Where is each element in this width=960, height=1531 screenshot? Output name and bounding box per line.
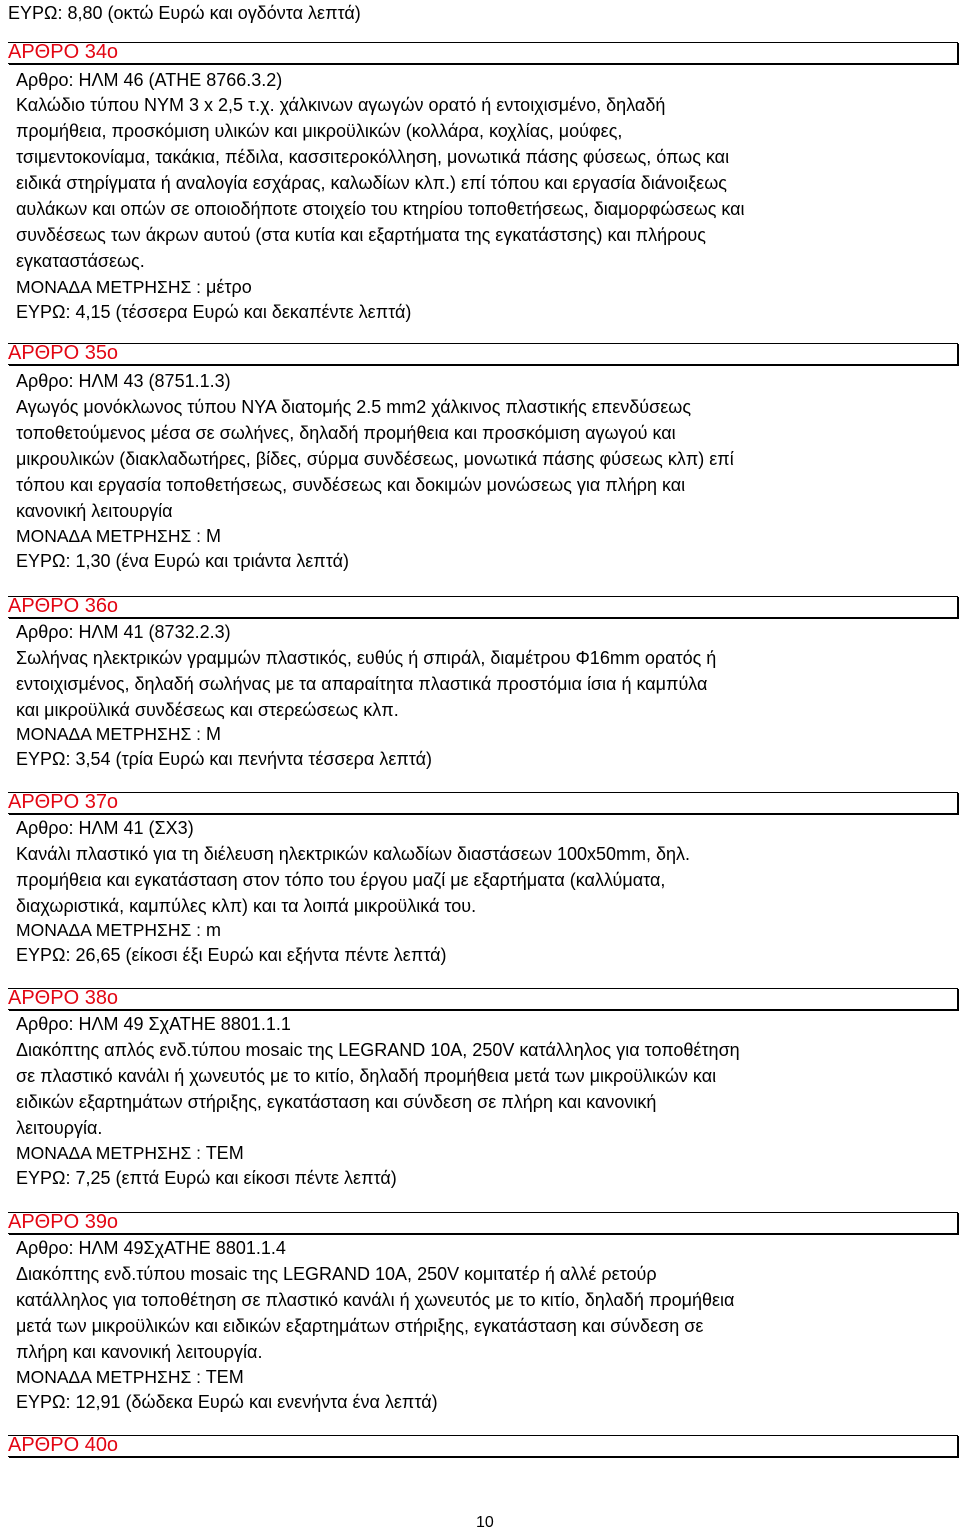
heading-box: [8, 343, 958, 365]
article-heading: ΑΡΘΡΟ 36ο: [8, 596, 958, 618]
measurement-unit: ΜΟΝΑΔΑ ΜΕΤΡΗΣΗΣ : Μ: [16, 724, 222, 744]
article-price: ΕΥΡΩ: 12,91 (δώδεκα Ευρώ και ενενήντα ένα λεπτά): [16, 1392, 438, 1412]
article-description-line: σε πλαστικό κανάλι ή χωνευτός με το κιτίο, δηλαδή προμήθεια μετά των μικροϋλικών και: [16, 1066, 717, 1086]
article-description-line: προμήθεια, προσκόμιση υλικών και μικροϋλικών (κολλάρα, κοχλίας, μούφες,: [16, 121, 623, 141]
article-description-line: πλήρη και κανονική λειτουργία.: [16, 1342, 263, 1362]
measurement-unit: ΜΟΝΑΔΑ ΜΕΤΡΗΣΗΣ : ΤΕΜ: [16, 1143, 244, 1163]
heading-box: [8, 792, 958, 814]
article-heading: ΑΡΘΡΟ 40ο: [8, 1435, 958, 1457]
article-description-line: ειδικά στηρίγματα ή αναλογία εσχάρας, καλωδίων κλπ.) επί τόπου και εργασία διάνοιξεως: [16, 173, 727, 193]
article-code: Αρθρο: ΗΛΜ 43 (8751.1.3): [16, 371, 231, 391]
article-heading: ΑΡΘΡΟ 34ο: [8, 42, 958, 64]
article-price: ΕΥΡΩ: 3,54 (τρία Ευρώ και πενήντα τέσσερα λεπτά): [16, 749, 433, 769]
article-description-line: κανονική λειτουργία: [16, 501, 173, 521]
article-description-line: διαχωριστικά, καμπύλες κλπ) και τα λοιπά μικροϋλικά του.: [16, 896, 477, 916]
heading-box: [8, 1435, 958, 1457]
measurement-unit: ΜΟΝΑΔΑ ΜΕΤΡΗΣΗΣ : m: [16, 920, 222, 940]
article-description-line: Κανάλι πλαστικό για τη διέλευση ηλεκτρικών καλωδίων διαστάσεων 100x50mm, δηλ.: [16, 844, 691, 864]
article-description-line: τόπου και εργασία τοποθετήσεως, συνδέσεως και δοκιμών μονώσεως για πλήρη και: [16, 475, 686, 495]
article-description-line: ειδικών εξαρτημάτων στήριξης, εγκατάσταση και σύνδεση σε πλήρη και κανονική: [16, 1092, 657, 1112]
article-heading: ΑΡΘΡΟ 38ο: [8, 988, 958, 1010]
article-description-line: μικρουλικών (διακλαδωτήρες, βίδες, σύρμα συνδέσεως, μονωτικά πάσης φύσεως κλπ) επί: [16, 449, 734, 469]
article-description-line: εντοιχισμένος, δηλαδή σωλήνας με τα απαραίτητα πλαστικά προστόμια ίσια ή καμπύλα: [16, 674, 708, 694]
heading-box: [8, 42, 958, 64]
article-description-line: Σωλήνας ηλεκτρικών γραμμών πλαστικός, ευθύς ή σπιράλ, διαμέτρου Φ16mm ορατός ή: [16, 648, 717, 668]
article-price: ΕΥΡΩ: 26,65 (είκοσι έξι Ευρώ και εξήντα πέντε λεπτά): [16, 945, 447, 965]
article-heading: ΑΡΘΡΟ 37ο: [8, 792, 958, 814]
heading-box: [8, 1212, 958, 1234]
heading-box: [8, 988, 958, 1010]
article-description-line: εγκαταστάσεως.: [16, 251, 145, 271]
article-description-line: μετά των μικροϋλικών και ειδικών εξαρτημάτων στήριξης, εγκατάσταση και σύνδεση σε: [16, 1316, 704, 1336]
article-heading: ΑΡΘΡΟ 35ο: [8, 343, 958, 365]
article-description-line: συνδέσεως των άκρων αυτού (στα κυτία και εξαρτήματα της εγκατάστσης) και πλήρους: [16, 225, 706, 245]
article-description-line: Αγωγός μονόκλωνος τύπου ΝΥΑ διατομής 2.5 mm2 χάλκινος πλαστικής επενδύσεως: [16, 397, 692, 417]
article-price: ΕΥΡΩ: 7,25 (επτά Ευρώ και είκοσι πέντε λεπτά): [16, 1168, 397, 1188]
article-description-line: αυλάκων και οπών σε οποιοδήποτε στοιχείο του κτηρίου τοποθετήσεως, διαμορφώσεως και: [16, 199, 745, 219]
article-price: ΕΥΡΩ: 1,30 (ένα Ευρώ και τριάντα λεπτά): [16, 551, 349, 571]
article-description-line: τσιμεντοκονίαμα, τακάκια, πέδιλα, κασσιτεροκόλληση, μονωτικά πάσης φύσεως, όπως και: [16, 147, 730, 167]
article-description-line: Καλώδιο τύπου ΝΥΜ 3 x 2,5 τ.χ. χάλκινων αγωγών ορατό ή εντοιχισμένο, δηλαδή: [16, 95, 666, 115]
page-number: 10: [476, 1514, 494, 1531]
article-code: Αρθρο: ΗΛΜ 41 (ΣΧ3): [16, 818, 194, 838]
article-code: Αρθρο: ΗΛΜ 49ΣχΑΤΗΕ 8801.1.4: [16, 1238, 286, 1258]
measurement-unit: ΜΟΝΑΔΑ ΜΕΤΡΗΣΗΣ : ΤΕΜ: [16, 1367, 244, 1387]
article-code: Αρθρο: ΗΛΜ 41 (8732.2.3): [16, 622, 231, 642]
heading-box: [8, 596, 958, 618]
article-description-line: λειτουργία.: [16, 1118, 103, 1138]
article-description-line: Διακόπτης απλός ενδ.τύπου mosaic της LEGRAND 10A, 250V κατάλληλος για τοποθέτηση: [16, 1040, 740, 1060]
article-code: Αρθρο: ΗΛΜ 49 ΣχΑΤΗΕ 8801.1.1: [16, 1014, 291, 1034]
article-heading: ΑΡΘΡΟ 39ο: [8, 1212, 958, 1234]
article-description-line: τοποθετούμενος μέσα σε σωλήνες, δηλαδή προμήθεια και προσκόμιση αγωγού και: [16, 423, 676, 443]
article-code: Αρθρο: ΗΛΜ 46 (ΑΤΗΕ 8766.3.2): [16, 70, 283, 90]
previous-article-price: ΕΥΡΩ: 8,80 (οκτώ Ευρώ και ογδόντα λεπτά): [8, 3, 361, 23]
article-description-line: και μικροϋλικά συνδέσεως και στερεώσεως κλπ.: [16, 700, 399, 720]
article-price: ΕΥΡΩ: 4,15 (τέσσερα Ευρώ και δεκαπέντε λεπτά): [16, 302, 412, 322]
article-description-line: Διακόπτης ενδ.τύπου mosaic της LEGRAND 10A, 250V κομιτατέρ ή αλλέ ρετούρ: [16, 1264, 657, 1284]
article-description-line: προμήθεια και εγκατάσταση στον τόπο του έργου μαζί με εξαρτήματα (καλλύματα,: [16, 870, 666, 890]
article-description-line: κατάλληλος για τοποθέτηση σε πλαστικό κανάλι ή χωνευτός με το κιτίο, δηλαδή προμήθεια: [16, 1290, 735, 1310]
measurement-unit: ΜΟΝΑΔΑ ΜΕΤΡΗΣΗΣ : Μ: [16, 526, 222, 546]
measurement-unit: ΜΟΝΑΔΑ ΜΕΤΡΗΣΗΣ : μέτρο: [16, 277, 252, 297]
